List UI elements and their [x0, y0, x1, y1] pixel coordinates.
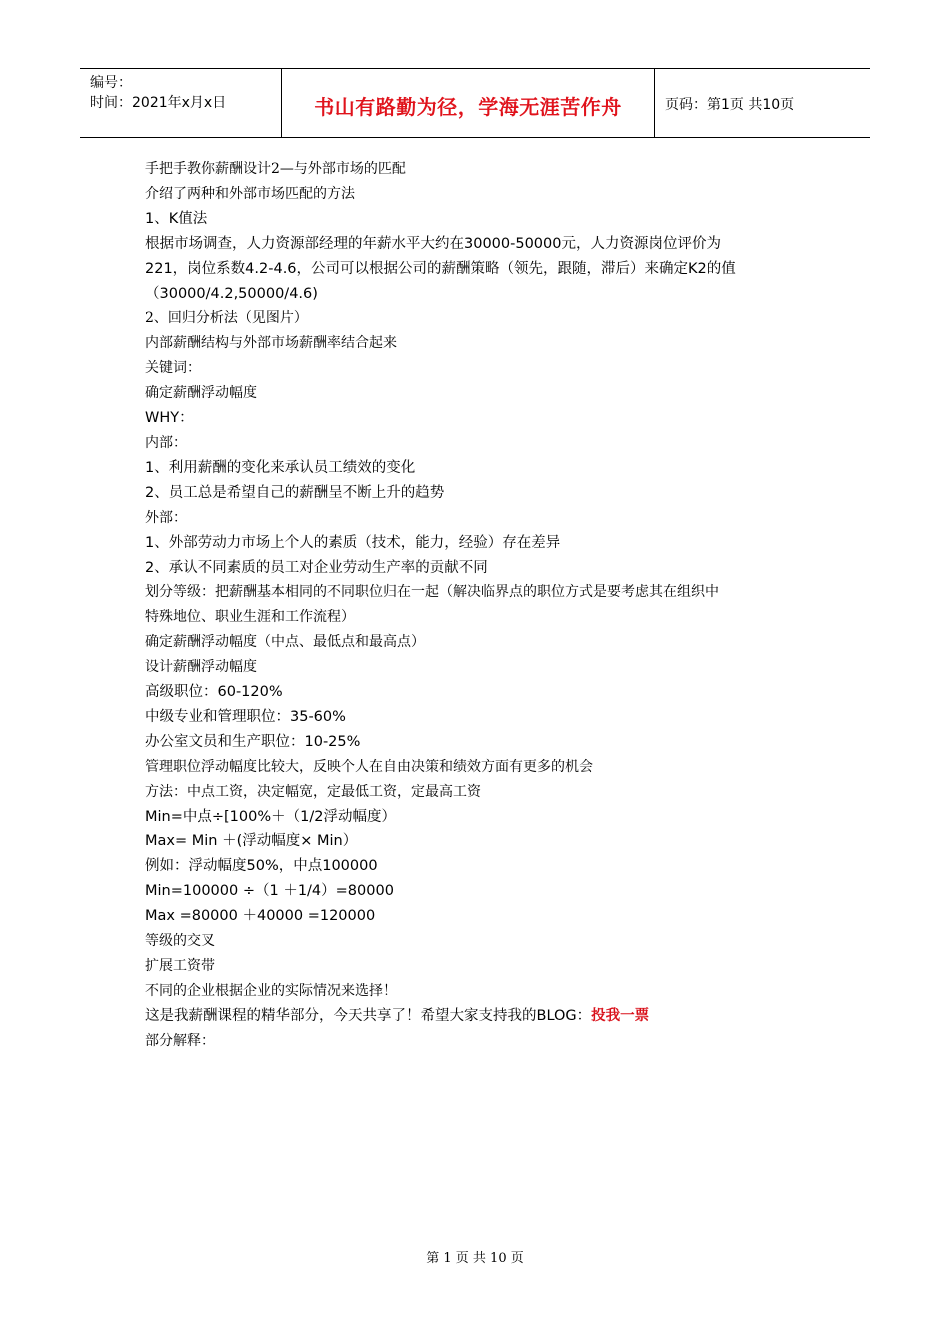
body-line: 介绍了两种和外部市场匹配的方法 — [145, 185, 355, 202]
body-line: （30000/4.2,50000/4.6) — [145, 285, 318, 302]
page-header — [80, 68, 870, 138]
body-line: 特殊地位、职业生涯和工作流程） — [145, 609, 355, 626]
header-page-info — [655, 69, 870, 137]
code-label: 编号： — [90, 75, 132, 91]
body-line: 例如：浮动幅度50%，中点100000 — [145, 858, 378, 875]
body-line: 外部： — [145, 509, 187, 526]
body-line: 等级的交叉 — [145, 933, 215, 950]
body-line: 高级职位：60-120% — [145, 684, 283, 701]
body-line: WHY： — [145, 410, 194, 427]
document-body — [145, 157, 815, 1054]
body-line: 中级专业和管理职位：35-60% — [145, 708, 346, 725]
blog-line — [145, 1004, 815, 1029]
body-line: 划分等级：把薪酬基本相同的不同职位归在一起（解决临界点的职位方式是要考虑其在组织中 — [145, 584, 719, 601]
body-line: 221，岗位系数4.2-4.6，公司可以根据公司的薪酬策略（领先，跟随，滞后）来确定K2的值 — [145, 260, 736, 277]
body-line: 2、回归分析法（见图片） — [145, 310, 308, 327]
blog-text: 这是我薪酬课程的精华部分，今天共享了！希望大家支持我的BLOG： — [145, 1007, 592, 1024]
body-line: Max =80000 ＋40000 =120000 — [145, 908, 376, 925]
body-line: 1、利用薪酬的变化来承认员工绩效的变化 — [145, 459, 416, 476]
body-line: 1、K值法 — [145, 210, 208, 227]
body-line: 办公室文员和生产职位：10-25% — [145, 733, 361, 750]
body-line: 管理职位浮动幅度比较大，反映个人在自由决策和绩效方面有更多的机会 — [145, 758, 593, 775]
body-line: 关键词： — [145, 360, 201, 377]
body-line: 设计薪酬浮动幅度 — [145, 659, 257, 676]
page-footer: 第 1 页 共 10 页 — [426, 1251, 524, 1266]
body-line: 手把手教你薪酬设计2—与外部市场的匹配 — [145, 161, 406, 177]
header-motto-cell — [282, 69, 655, 137]
body-line: 确定薪酬浮动幅度 — [145, 385, 257, 402]
body-line: 内部： — [145, 434, 187, 451]
header-meta — [80, 69, 282, 137]
body-line: Min=中点÷[100%＋（1/2浮动幅度） — [145, 808, 396, 825]
time-label: 时间：2021年x月x日 — [90, 95, 227, 111]
body-line: Max= Min ＋(浮动幅度× Min） — [145, 833, 358, 850]
body-line: 方法：中点工资，决定幅宽，定最低工资，定最高工资 — [145, 783, 481, 800]
body-line: 扩展工资带 — [145, 958, 215, 974]
body-line: 确定薪酬浮动幅度（中点、最低点和最高点） — [145, 634, 425, 651]
body-line: 内部薪酬结构与外部市场薪酬率结合起来 — [145, 335, 397, 352]
body-line: 1、外部劳动力市场上个人的素质（技术，能力，经验）存在差异 — [145, 534, 561, 551]
body-line: 不同的企业根据企业的实际情况来选择！ — [145, 982, 397, 999]
body-line: 部分解释： — [145, 1032, 215, 1049]
body-line: 根据市场调查，人力资源部经理的年薪水平大约在30000-50000元，人力资源岗位评价为 — [145, 235, 721, 252]
body-line: Min=100000 ÷（1 ＋1/4）=80000 — [145, 883, 394, 900]
motto-text: 书山有路勤为径，学海无涯苦作舟 — [314, 94, 622, 119]
body-line: 2、承认不同素质的员工对企业劳动生产率的贡献不同 — [145, 559, 488, 576]
vote-link[interactable]: 投我一票 — [591, 1007, 650, 1024]
page-info-text: 页码：第1页 共10页 — [665, 97, 795, 113]
body-line: 2、员工总是希望自己的薪酬呈不断上升的趋势 — [145, 484, 445, 501]
